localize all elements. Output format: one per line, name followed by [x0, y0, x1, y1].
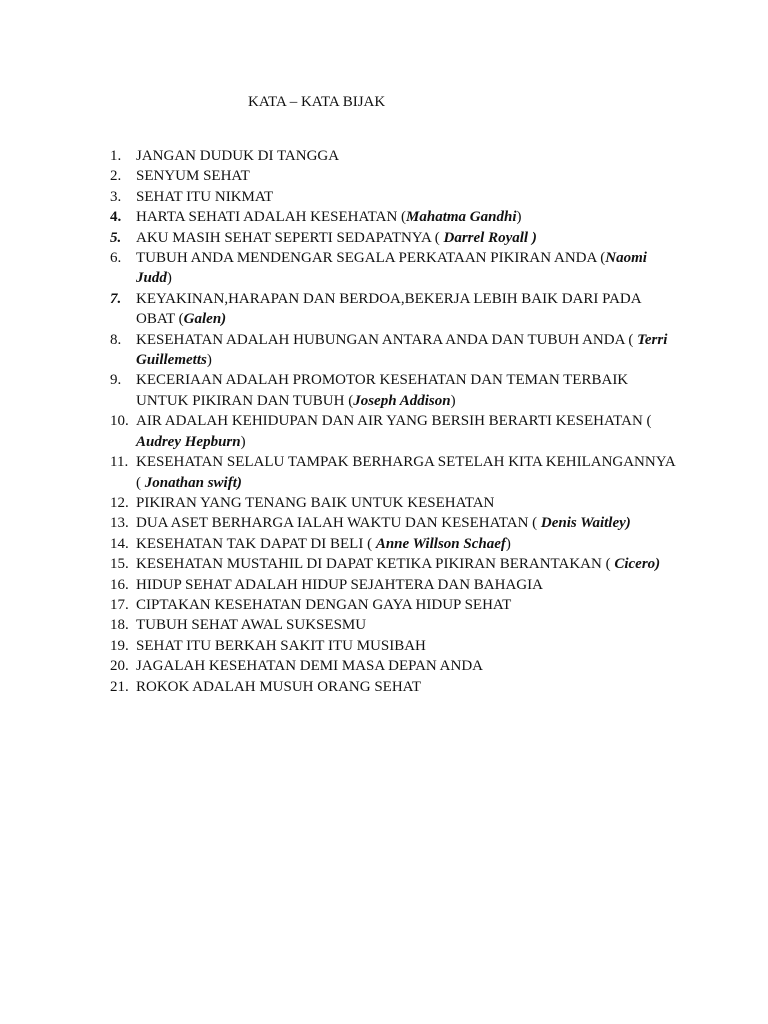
list-item	[110, 146, 750, 166]
list-item	[110, 534, 750, 554]
item-number: 10.	[110, 413, 129, 430]
item-text: ROKOK ADALAH MUSUH ORANG SEHAT	[136, 678, 422, 695]
list-item	[110, 615, 750, 635]
item-text: DUA ASET BERHARGA IALAH WAKTU DAN KESEHATAN (	[136, 515, 541, 532]
item-number: 8.	[110, 331, 122, 348]
list-item	[110, 228, 750, 248]
item-text-block	[136, 677, 676, 697]
list-item	[110, 656, 750, 676]
list-item	[110, 677, 750, 697]
item-number: 6.	[110, 250, 122, 267]
item-text: TUBUH ANDA MENDENGAR SEGALA PERKATAAN PIKIRAN ANDA (	[136, 250, 606, 267]
list-item	[110, 411, 750, 452]
item-text-block	[136, 207, 676, 227]
item-text-block	[136, 656, 676, 676]
item-text-block	[136, 228, 676, 248]
item-number: 9.	[110, 372, 122, 389]
item-text-suffix: )	[206, 352, 212, 369]
item-text: HARTA SEHATI ADALAH KESEHATAN (	[136, 209, 407, 226]
quote-author: Denis Waitley)	[540, 515, 631, 532]
item-text-block	[136, 411, 676, 452]
quote-author: Cicero)	[614, 556, 661, 573]
item-number: 20.	[110, 658, 129, 675]
item-number: 7.	[110, 290, 122, 307]
item-text-block	[136, 370, 676, 411]
list-item	[110, 248, 750, 289]
item-text: HIDUP SEHAT ADALAH HIDUP SEJAHTERA DAN BAHAGIA	[136, 576, 543, 593]
list-item	[110, 554, 750, 574]
item-number: 11.	[110, 454, 129, 471]
item-number: 14.	[110, 535, 129, 552]
item-number: 5.	[110, 229, 122, 246]
item-text-block	[136, 493, 676, 513]
list-item	[110, 289, 750, 330]
quote-author: Audrey Hepburn	[136, 433, 241, 450]
item-number: 3.	[110, 188, 122, 205]
item-text-suffix: )	[240, 433, 246, 450]
item-text-block	[136, 554, 676, 574]
item-text: AIR ADALAH KEHIDUPAN DAN AIR YANG BERSIH BERARTI KESEHATAN (	[136, 413, 652, 430]
item-text: SENYUM SEHAT	[136, 168, 250, 185]
quote-author: Anne Willson Schaef	[375, 535, 506, 552]
quote-author: Mahatma Gandhi	[406, 209, 517, 226]
item-text: KESEHATAN ADALAH HUBUNGAN ANTARA ANDA DAN TUBUH ANDA (	[136, 331, 638, 348]
item-number: 19.	[110, 637, 129, 654]
document-title: KATA – KATA BIJAK	[248, 94, 386, 110]
list-item	[110, 513, 750, 533]
list-item	[110, 575, 750, 595]
item-text: AKU MASIH SEHAT SEPERTI SEDAPATNYA (	[136, 229, 444, 246]
item-text: TUBUH SEHAT AWAL SUKSESMU	[136, 617, 367, 634]
item-number: 2.	[110, 168, 122, 185]
item-text: JAGALAH KESEHATAN DEMI MASA DEPAN ANDA	[136, 658, 484, 675]
item-number: 12.	[110, 494, 129, 511]
list-item	[110, 370, 750, 411]
quote-author: Galen)	[183, 311, 227, 328]
list-item	[110, 452, 750, 493]
item-text: KESEHATAN MUSTAHIL DI DAPAT KETIKA PIKIRAN BERANTAKAN (	[136, 556, 615, 573]
item-text-suffix: )	[450, 392, 456, 409]
item-number: 17.	[110, 596, 129, 613]
quote-author: Naomi Judd	[136, 250, 647, 287]
item-number: 16.	[110, 576, 129, 593]
quote-author: Jonathan swift)	[144, 474, 242, 491]
list-item	[110, 330, 750, 371]
item-text-block	[136, 595, 676, 615]
item-text: SEHAT ITU NIKMAT	[136, 188, 274, 205]
item-text-block	[136, 330, 676, 371]
item-number: 15.	[110, 556, 129, 573]
item-text-block	[136, 513, 676, 533]
list-item	[110, 493, 750, 513]
item-number: 18.	[110, 617, 129, 634]
item-text: KEYAKINAN,HARAPAN DAN BERDOA,BEKERJA LEBIH BAIK DARI PADA OBAT (	[136, 290, 641, 328]
item-text-block	[136, 146, 676, 166]
item-text-block	[136, 187, 676, 207]
quote-author: Joseph Addison	[353, 392, 451, 409]
item-text-block	[136, 636, 676, 656]
item-text: SEHAT ITU BERKAH SAKIT ITU MUSIBAH	[136, 637, 426, 654]
list-item	[110, 207, 750, 227]
item-text: KESEHATAN SELALU TAMPAK BERHARGA SETELAH KITA KEHILANGANNYA (	[136, 454, 675, 491]
item-text-block	[136, 534, 676, 554]
item-text-suffix: )	[166, 270, 172, 287]
item-text: KECERIAAN ADALAH PROMOTOR KESEHATAN DAN TEMAN TERBAIK UNTUK PIKIRAN DAN TUBUH (	[136, 372, 629, 409]
item-text-block	[136, 615, 676, 635]
list-item	[110, 595, 750, 615]
item-number: 4.	[110, 209, 122, 226]
list-item	[110, 166, 750, 186]
item-text: CIPTAKAN KESEHATAN DENGAN GAYA HIDUP SEHAT	[136, 596, 512, 613]
item-number: 21.	[110, 678, 129, 695]
item-text: JANGAN DUDUK DI TANGGA	[136, 148, 340, 164]
item-text-block	[136, 452, 676, 493]
item-text-suffix: )	[505, 535, 511, 552]
list-item	[110, 187, 750, 207]
item-text-block	[136, 575, 676, 595]
item-number: 1.	[110, 148, 122, 164]
item-text-block	[136, 289, 676, 330]
item-number: 13.	[110, 515, 129, 532]
item-text-block	[136, 166, 676, 186]
item-text: PIKIRAN YANG TENANG BAIK UNTUK KESEHATAN	[136, 494, 495, 511]
list-item	[110, 636, 750, 656]
quote-author: Terri Guillemetts	[136, 331, 668, 369]
item-text: KESEHATAN TAK DAPAT DI BELI (	[136, 535, 376, 552]
item-text-block	[136, 248, 676, 289]
quote-list	[110, 146, 750, 697]
quote-author: Darrel Royall )	[443, 229, 537, 246]
item-text-suffix: )	[516, 209, 522, 226]
